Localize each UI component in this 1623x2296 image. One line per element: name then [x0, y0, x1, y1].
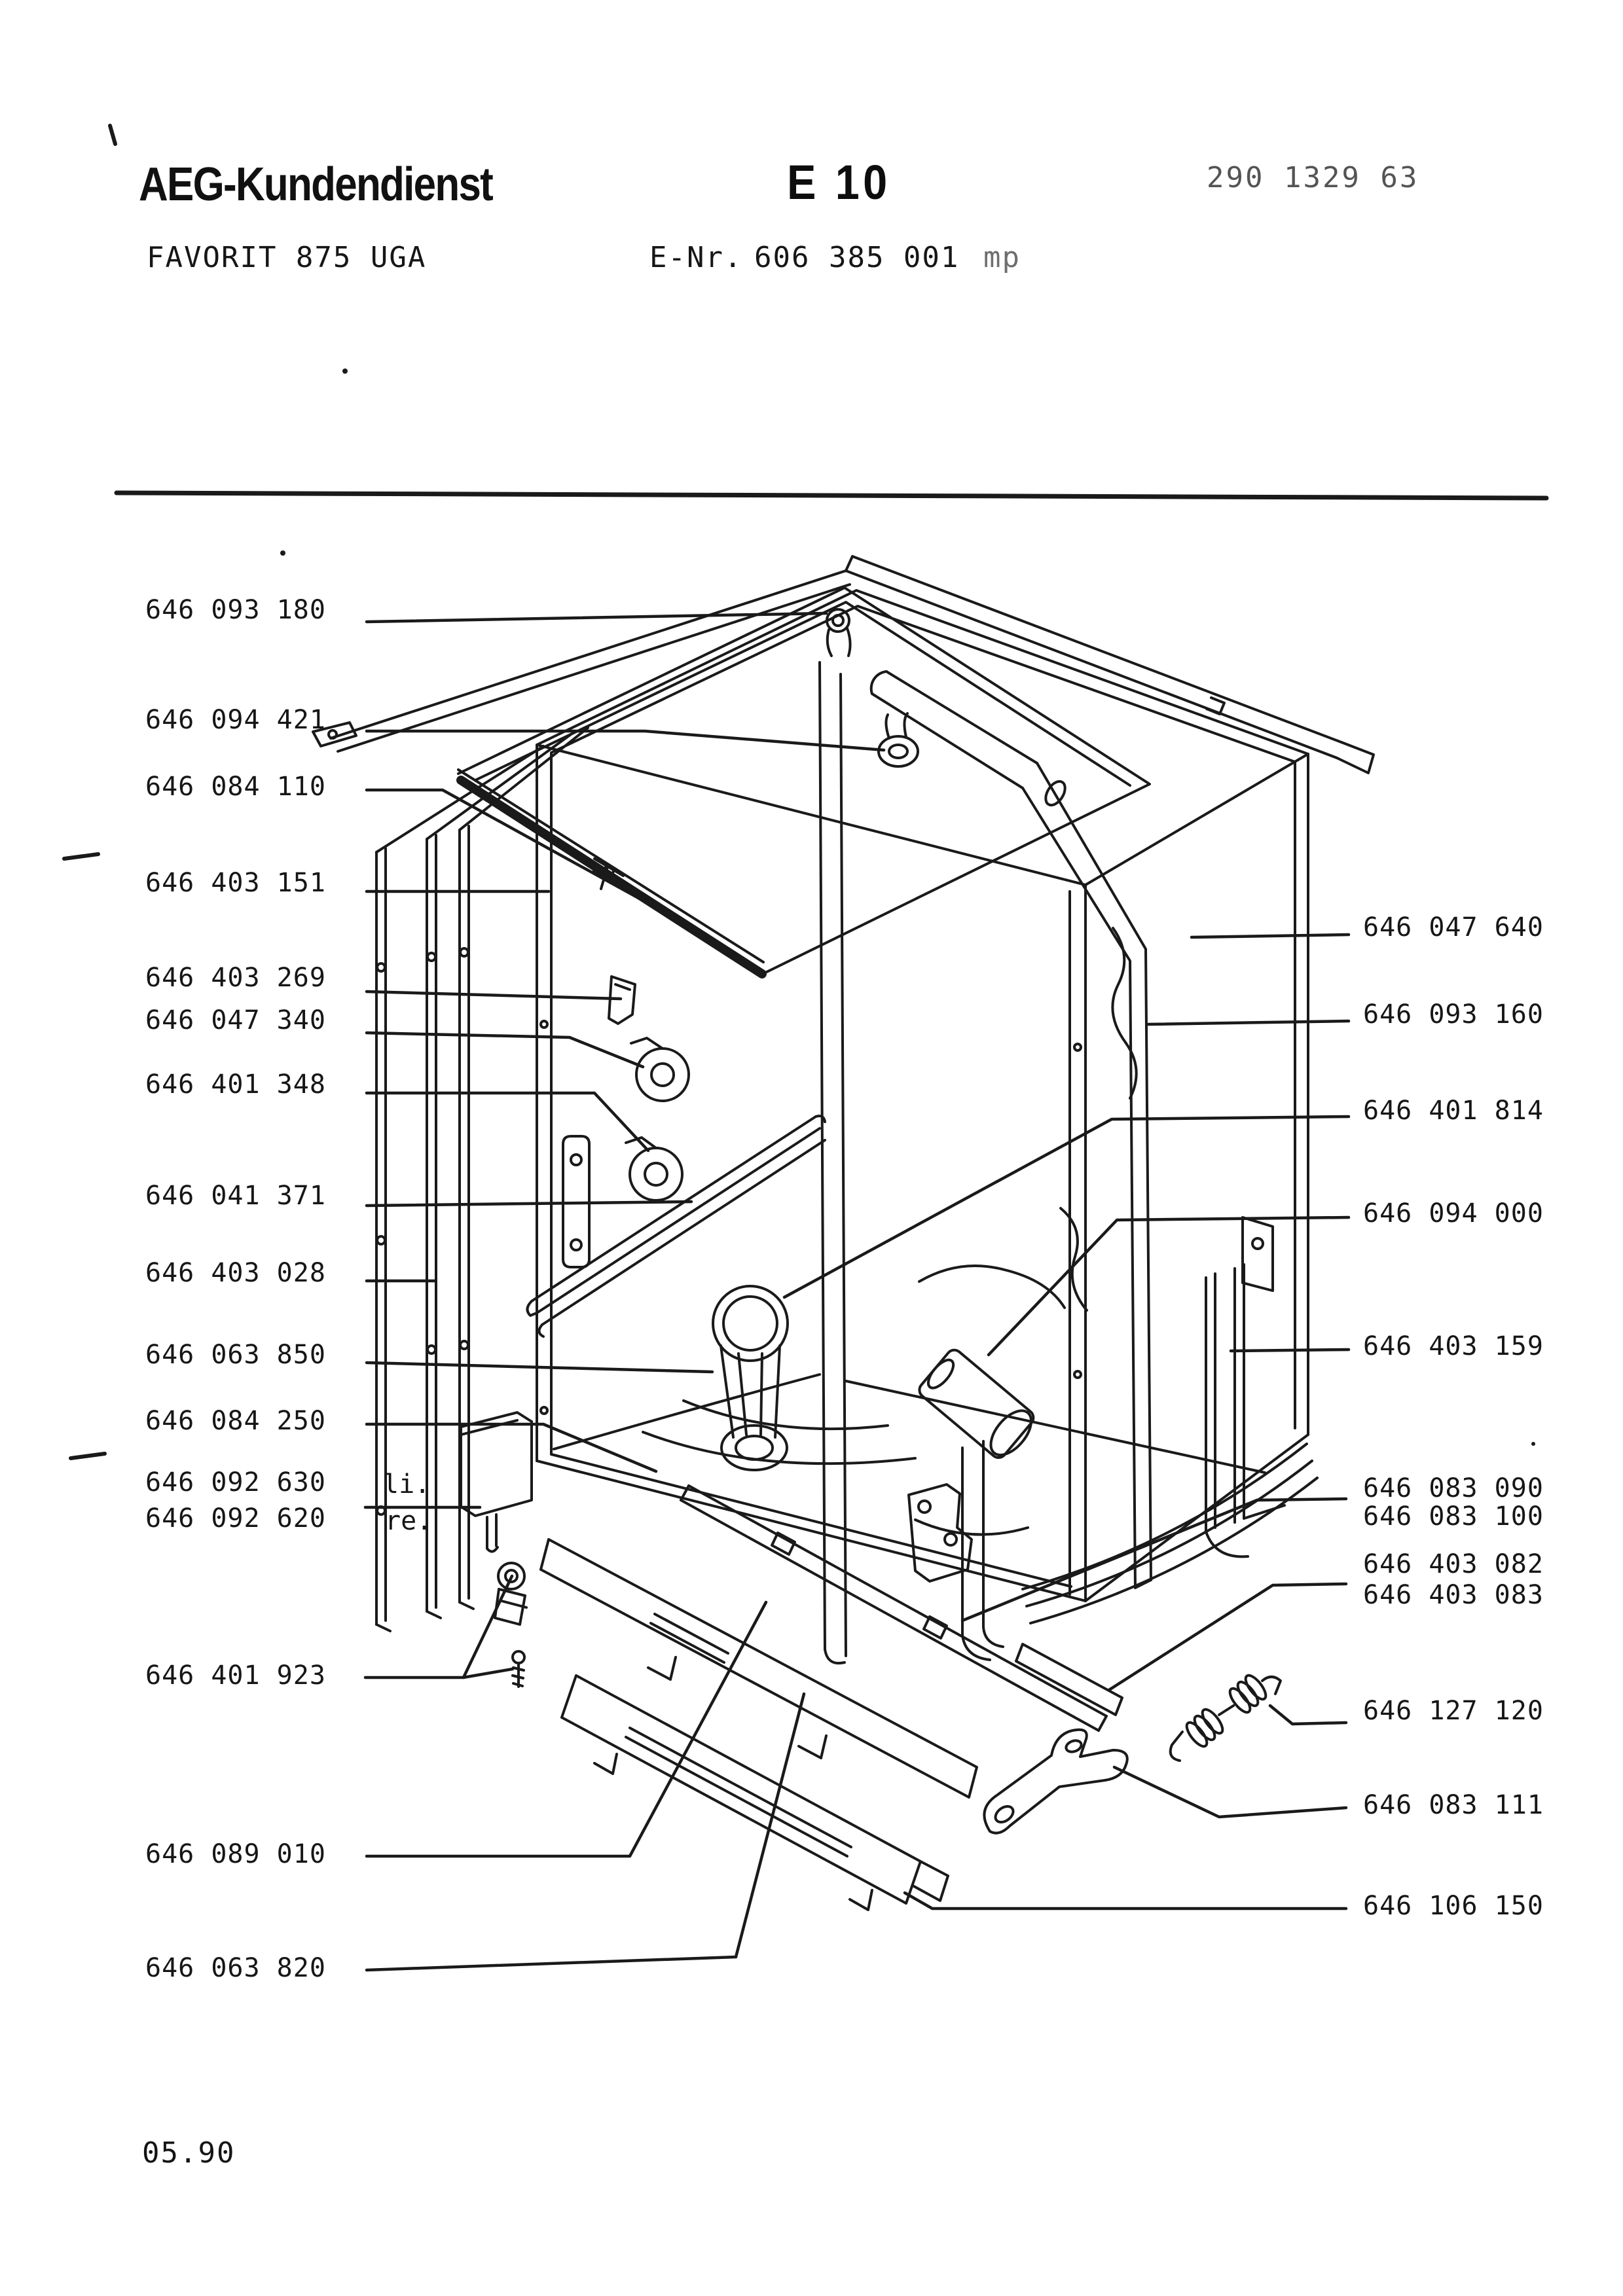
part-number: 646 093 180: [145, 595, 326, 625]
part-number: 646 401 923: [145, 1660, 326, 1691]
part-number: 646 084 110: [145, 772, 326, 802]
model-name: FAVORIT 875 UGA: [147, 241, 427, 274]
brand-title: AEG-Kundendienst: [139, 158, 493, 211]
part-number: 646 106 150: [1363, 1891, 1544, 1921]
variant-note-right: re.: [385, 1506, 433, 1536]
part-number: 646 093 160: [1363, 999, 1544, 1030]
variant-note-left: li.: [383, 1469, 431, 1499]
part-number: 646 094 421: [145, 705, 326, 735]
part-number: 646 047 640: [1363, 912, 1544, 942]
part-number: 646 092 620: [145, 1503, 326, 1534]
enr-label: E-Nr.: [649, 241, 743, 274]
part-number: 646 092 630: [145, 1467, 326, 1498]
date-code: 05.90: [142, 2136, 236, 2170]
part-number: 646 094 000: [1363, 1198, 1544, 1229]
page-code: E 10: [787, 155, 891, 209]
part-number: 646 089 010: [145, 1839, 326, 1869]
part-number: 646 083 111: [1363, 1790, 1544, 1820]
header-divider: [117, 493, 1546, 498]
part-number: 646 084 250: [145, 1406, 326, 1436]
part-number: 646 403 083: [1363, 1580, 1544, 1610]
margin-dash: [71, 1454, 105, 1458]
scan-speck: [1531, 1442, 1535, 1446]
enr-suffix: mp: [983, 241, 1021, 274]
scan-speck: [342, 368, 348, 374]
document-number: 290 1329 63: [1207, 161, 1419, 194]
part-number: 646 401 814: [1363, 1096, 1544, 1126]
part-number: 646 047 340: [145, 1005, 326, 1035]
part-number: 646 403 159: [1363, 1331, 1544, 1361]
part-number: 646 083 090: [1363, 1473, 1544, 1503]
scan-tick: [110, 126, 115, 144]
part-number: 646 403 269: [145, 963, 326, 993]
scan-speck: [280, 550, 285, 556]
part-number: 646 403 028: [145, 1258, 326, 1288]
part-number: 646 083 100: [1363, 1501, 1544, 1532]
part-number: 646 063 820: [145, 1953, 326, 1983]
part-number: 646 063 850: [145, 1340, 326, 1370]
margin-dash: [64, 854, 98, 859]
part-number: 646 401 348: [145, 1069, 326, 1100]
part-number: 646 403 151: [145, 868, 326, 898]
part-number: 646 403 082: [1363, 1549, 1544, 1579]
enr-value: 606 385 001: [754, 241, 960, 274]
part-number: 646 041 371: [145, 1181, 326, 1211]
part-number: 646 127 120: [1363, 1696, 1544, 1726]
